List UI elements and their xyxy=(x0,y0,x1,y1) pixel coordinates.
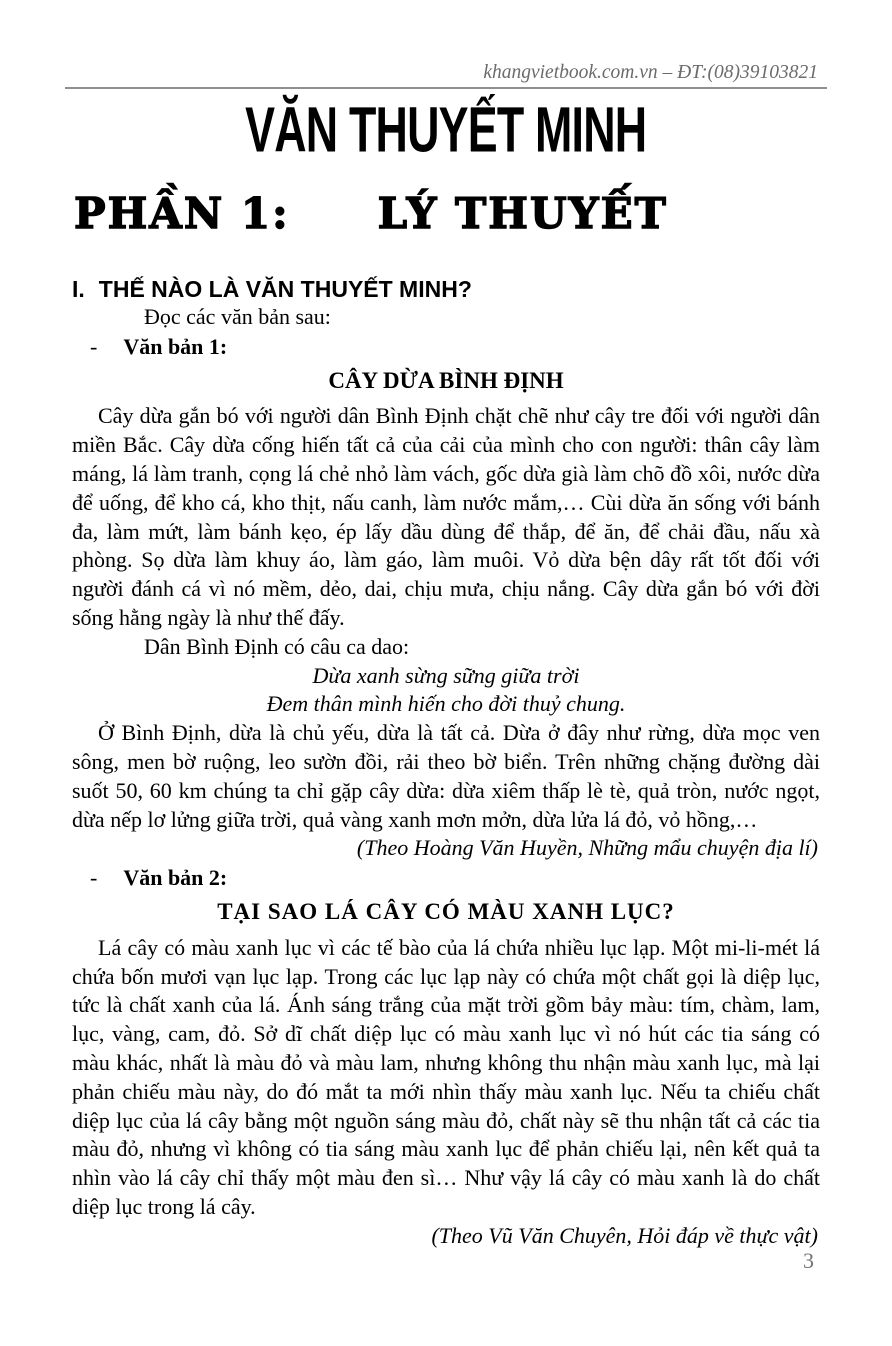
header-divider xyxy=(65,87,827,89)
doc1-paragraph-1: Cây dừa gắn bó với người dân Bình Định chặt chẽ như cây tre đối với người dân miền Bắc. Cây dừa cống hiến tất cả của cải của mình cho con người: thân cây làm máng, lá làm tranh, cọng lá chẻ nhỏ làm vách, gốc dừa già làm chõ đồ xôi, nước dừa để uống, để kho cá, kho thịt, nấu canh, làm nước mắm,… Cùi dừa ăn sống với bánh đa, làm mứt, làm bánh kẹo, ép lấy dầu dùng để thắp, để ăn, để chải đầu, nấu xà phòng. Sọ dừa làm khuy áo, làm gáo, làm muôi. Vỏ dừa bện dây rất tốt đối với người đánh cá vì nó mềm, dẻo, dai, chịu mưa, chịu nắng. Cây dừa gắn bó với đời sống hằng ngày là như thế đấy. xyxy=(72,403,820,630)
main-title xyxy=(72,93,820,166)
section-heading xyxy=(72,275,820,303)
part-label: PHẦN 1: xyxy=(74,189,290,238)
doc1-lead-in: Dân Bình Định có câu ca dao: xyxy=(144,633,410,659)
doc2-paragraph-1: Lá cây có màu xanh lục vì các tế bào của lá chứa nhiều lục lạp. Một mi-li-mét lá chứa bốn mươi vạn lục lạp. Trong các lục lạp này có chứa một chất gọi là diệp lục, tức là chất xanh của lá. Ánh sáng trắng của mặt trời gồm bảy màu: tím, chàm, lam, lục, vàng, cam, đỏ. Sở dĩ chất diệp lục có màu xanh lục vì nó hút các tia sáng có màu khác, nhất là màu đỏ và màu lam, nhưng không thu nhận màu xanh lục, mà lại phản chiếu màu này, do đó mắt ta mới nhìn thấy màu xanh lục. Nếu ta chiếu chất diệp lục của lá cây bằng một nguồn sáng màu đỏ, chất này sẽ thu nhận tất cả các tia màu đỏ, nhưng vì không có tia sáng màu xanh lục để phản chiếu lại, nên kết quả ta nhìn vào lá cây chỉ thấy một màu đen sì… Như vậy lá cây có màu xanh là do chất diệp lục trong lá cây. xyxy=(72,934,820,1219)
doc2-attribution: (Theo Vũ Văn Chuyên, Hỏi đáp về thực vật) xyxy=(431,1222,818,1248)
doc2-title: TẠI SAO LÁ CÂY CÓ MÀU XANH LỤC? xyxy=(217,898,675,924)
doc2-label-row xyxy=(72,864,820,893)
header-site-info: khangvietbook.com.vn – ĐT:(08)39103821 xyxy=(483,62,818,83)
doc1-paragraph-2: Ở Bình Định, dừa là chủ yếu, dừa là tất cả. Dừa ở đây như rừng, dừa mọc ven sông, men bờ ruộng, leo sườn đồi, rải theo bờ biển. Trên những chặng đường dài suốt 50, 60 km chúng ta chỉ gặp cây dừa: dừa xiêm thấp lè tè, quả tròn, nước ngọt, dừa nếp lơ lửng giữa trời, quả vàng xanh mơn mởn, dừa lửa lá đỏ, vỏ hồng,… xyxy=(72,720,820,832)
part-title: LÝ THUYẾT xyxy=(377,189,668,238)
dash-marker: - xyxy=(90,333,98,359)
dash-marker: - xyxy=(90,865,98,891)
doc2-label: Văn bản 2: xyxy=(123,865,228,891)
part-heading xyxy=(74,189,820,239)
main-title-text: VĂN THUYẾT MINH xyxy=(245,93,647,166)
page-header xyxy=(72,62,820,84)
doc1-title: CÂY DỪA BÌNH ĐỊNH xyxy=(328,367,564,393)
doc1-label-row xyxy=(72,333,820,362)
section-title: THẾ NÀO LÀ VĂN THUYẾT MINH? xyxy=(98,276,472,302)
page-body xyxy=(72,303,820,1251)
intro-line: Đọc các văn bản sau: xyxy=(144,304,331,329)
page-number: 3 xyxy=(803,1248,814,1273)
doc1-label: Văn bản 1: xyxy=(123,333,228,359)
poem-line-2: Đem thân mình hiến cho đời thuỷ chung. xyxy=(266,691,626,717)
section-number: I. xyxy=(72,276,85,302)
poem xyxy=(72,662,820,720)
poem-line-1: Dừa xanh sừng sững giữa trời xyxy=(312,662,580,688)
doc1-attribution: (Theo Hoàng Văn Huyền, Những mẩu chuyện địa lí) xyxy=(356,835,818,861)
